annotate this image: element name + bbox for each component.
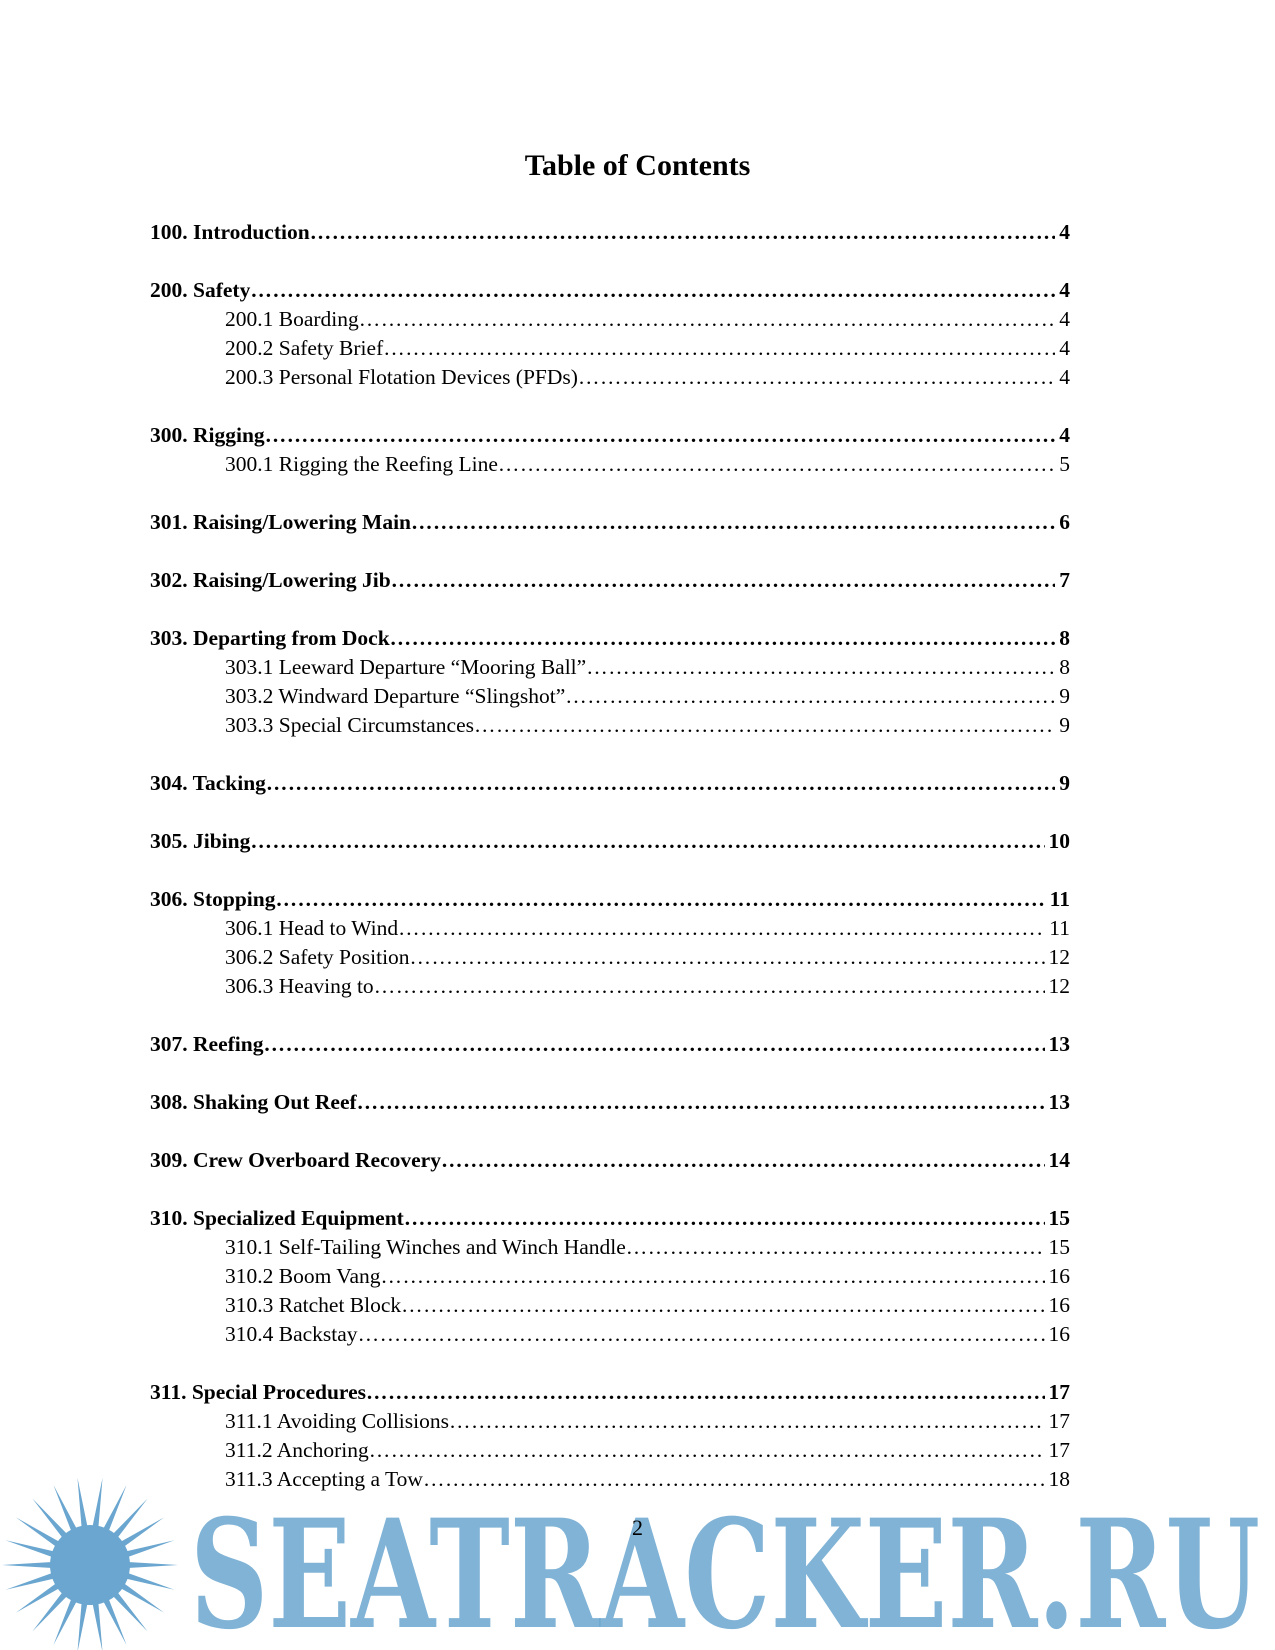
toc-subsection[interactable]	[150, 1291, 1070, 1320]
toc-entry-label: 306.3 Heaving to	[225, 974, 374, 998]
toc-entry-page: 11	[1049, 887, 1070, 911]
dot-leader	[374, 972, 1045, 1001]
toc-entry-page: 14	[1048, 1148, 1070, 1172]
toc-gap	[150, 537, 1070, 566]
toc-gap	[150, 1117, 1070, 1146]
toc-gap	[150, 1349, 1070, 1378]
toc-subsection[interactable]	[150, 972, 1070, 1001]
toc-entry-label: 306.1 Head to Wind	[225, 916, 399, 940]
toc-entry-page: 11	[1049, 916, 1070, 940]
toc-gap	[150, 595, 1070, 624]
toc-subsection[interactable]	[150, 1407, 1070, 1436]
toc-entry-label: 303.1 Leeward Departure “Mooring Ball”	[225, 655, 587, 679]
toc-section[interactable]	[150, 624, 1070, 653]
toc-entry-page: 9	[1059, 771, 1070, 795]
dot-leader	[310, 218, 1056, 247]
sun-ray	[92, 1602, 102, 1650]
toc-subsection[interactable]	[150, 363, 1070, 392]
table-of-contents	[150, 218, 1070, 1494]
dot-leader	[404, 1204, 1045, 1233]
toc-section[interactable]	[150, 1030, 1070, 1059]
toc-entry-page: 13	[1048, 1032, 1070, 1056]
toc-entry-page: 9	[1059, 684, 1070, 708]
dot-leader	[250, 827, 1044, 856]
toc-entry-label: 200.2 Safety Brief	[225, 336, 384, 360]
toc-entry-label: 303.3 Special Circumstances	[225, 713, 474, 737]
dot-leader	[411, 508, 1055, 537]
toc-entry-page: 4	[1059, 365, 1070, 389]
toc-subsection[interactable]	[150, 711, 1070, 740]
sun-ray	[126, 1540, 175, 1557]
toc-entry-label: 200.1 Boarding	[225, 307, 359, 331]
toc-gap	[150, 392, 1070, 421]
toc-entry-label: 300. Rigging	[150, 423, 265, 447]
toc-entry-label: 302. Raising/Lowering Jib	[150, 568, 391, 592]
toc-entry-page: 16	[1048, 1264, 1070, 1288]
toc-gap	[150, 247, 1070, 276]
dot-leader	[474, 711, 1055, 740]
toc-section[interactable]	[150, 421, 1070, 450]
dot-leader	[626, 1233, 1045, 1262]
dot-leader	[265, 421, 1056, 450]
toc-entry-label: 303.2 Windward Departure “Slingshot”	[225, 684, 566, 708]
toc-section[interactable]	[150, 276, 1070, 305]
toc-entry-page: 9	[1059, 713, 1070, 737]
toc-entry-page: 12	[1048, 945, 1070, 969]
sun-ray	[77, 1602, 87, 1650]
toc-entry-label: 310.4 Backstay	[225, 1322, 358, 1346]
dot-leader	[390, 624, 1056, 653]
toc-entry-label: 309. Crew Overboard Recovery	[150, 1148, 441, 1172]
toc-section[interactable]	[150, 1378, 1070, 1407]
toc-subsection[interactable]	[150, 450, 1070, 479]
toc-entry-page: 8	[1059, 655, 1070, 679]
toc-section[interactable]	[150, 1204, 1070, 1233]
toc-entry-label: 307. Reefing	[150, 1032, 264, 1056]
toc-gap	[150, 740, 1070, 769]
toc-subsection[interactable]	[150, 334, 1070, 363]
dot-leader	[398, 914, 1045, 943]
toc-subsection[interactable]	[150, 305, 1070, 334]
dot-leader	[263, 1030, 1044, 1059]
toc-subsection[interactable]	[150, 914, 1070, 943]
toc-section[interactable]	[150, 769, 1070, 798]
page-number: 2	[632, 1515, 643, 1540]
toc-entry-label: 100. Introduction	[150, 220, 310, 244]
dot-leader	[565, 682, 1055, 711]
toc-entry-page: 5	[1059, 452, 1070, 476]
toc-entry-label: 311.1 Avoiding Collisions	[225, 1409, 449, 1433]
sun-ray	[128, 1562, 178, 1568]
dot-leader	[578, 363, 1055, 392]
toc-entry-page: 17	[1048, 1380, 1070, 1404]
dot-leader	[410, 943, 1045, 972]
toc-subsection[interactable]	[150, 1320, 1070, 1349]
toc-entry-page: 4	[1059, 278, 1070, 302]
toc-entry-label: 304. Tacking	[150, 771, 266, 795]
sun-ray	[6, 1573, 55, 1590]
toc-entry-label: 310.3 Ratchet Block	[225, 1293, 402, 1317]
toc-entry-label: 200. Safety	[150, 278, 251, 302]
toc-entry-page: 6	[1059, 510, 1070, 534]
toc-entry-label: 300.1 Rigging the Reefing Line	[225, 452, 498, 476]
toc-entry-page: 17	[1048, 1409, 1070, 1433]
toc-entry-page: 17	[1048, 1438, 1070, 1462]
dot-leader	[366, 1378, 1045, 1407]
toc-section[interactable]	[150, 508, 1070, 537]
toc-section[interactable]	[150, 566, 1070, 595]
dot-leader	[358, 1320, 1045, 1349]
toc-entry-page: 10	[1048, 829, 1070, 853]
dot-leader	[359, 305, 1055, 334]
toc-entry-label: 311. Special Procedures	[150, 1380, 366, 1404]
dot-leader	[250, 276, 1055, 305]
toc-gap	[150, 1175, 1070, 1204]
toc-subsection[interactable]	[150, 943, 1070, 972]
toc-entry-label: 310. Specialized Equipment	[150, 1206, 404, 1230]
toc-entry-label: 301. Raising/Lowering Main	[150, 510, 412, 534]
toc-entry-page: 8	[1059, 626, 1070, 650]
toc-entry-page: 7	[1059, 568, 1070, 592]
toc-section[interactable]	[150, 885, 1070, 914]
toc-subsection[interactable]	[150, 1233, 1070, 1262]
toc-gap	[150, 1001, 1070, 1030]
toc-gap	[150, 479, 1070, 508]
toc-entry-page: 15	[1048, 1206, 1070, 1230]
toc-entry-page: 15	[1048, 1235, 1070, 1259]
watermark-logo	[0, 1455, 1275, 1650]
toc-section[interactable]	[150, 1146, 1070, 1175]
toc-entry-label: 305. Jibing	[150, 829, 251, 853]
sun-ray	[2, 1562, 52, 1568]
toc-entry-label: 200.3 Personal Flotation Devices (PFDs)	[225, 365, 578, 389]
page-title: Table of Contents	[524, 149, 751, 182]
toc-entry-page: 16	[1048, 1293, 1070, 1317]
watermark-text: SEATRACKER.RU	[190, 1487, 1260, 1650]
dot-leader	[266, 769, 1055, 798]
toc-entry-page: 12	[1048, 974, 1070, 998]
sun-ray	[6, 1540, 55, 1557]
toc-entry-label: 306. Stopping	[150, 887, 276, 911]
toc-entry-page: 4	[1059, 307, 1070, 331]
toc-entry-label: 311.3 Accepting a Tow	[225, 1467, 423, 1491]
dot-leader	[383, 334, 1055, 363]
toc-gap	[150, 798, 1070, 827]
toc-section[interactable]	[150, 218, 1070, 247]
toc-gap	[150, 856, 1070, 885]
toc-entry-page: 4	[1059, 423, 1070, 447]
toc-gap	[150, 1059, 1070, 1088]
sun-ray	[126, 1573, 175, 1590]
toc-entry-page: 18	[1048, 1467, 1070, 1491]
toc-entry-label: 306.2 Safety Position	[225, 945, 410, 969]
toc-entry-page: 16	[1048, 1322, 1070, 1346]
dot-leader	[381, 1262, 1045, 1291]
dot-leader	[275, 885, 1045, 914]
toc-entry-page: 13	[1048, 1090, 1070, 1114]
toc-section[interactable]	[150, 827, 1070, 856]
dot-leader	[391, 566, 1056, 595]
dot-leader	[401, 1291, 1044, 1320]
toc-entry-page: 4	[1059, 336, 1070, 360]
toc-section[interactable]	[150, 1088, 1070, 1117]
dot-leader	[441, 1146, 1045, 1175]
toc-entry-label: 303. Departing from Dock	[150, 626, 390, 650]
toc-entry-label: 310.2 Boom Vang	[225, 1264, 381, 1288]
toc-subsection[interactable]	[150, 682, 1070, 711]
toc-entry-label: 308. Shaking Out Reef	[150, 1090, 357, 1114]
toc-subsection[interactable]	[150, 1262, 1070, 1291]
toc-entry-page: 4	[1059, 220, 1070, 244]
toc-entry-label: 310.1 Self-Tailing Winches and Winch Handle	[225, 1235, 626, 1259]
dot-leader	[449, 1407, 1045, 1436]
toc-subsection[interactable]	[150, 653, 1070, 682]
dot-leader	[357, 1088, 1045, 1117]
sun-icon	[2, 1478, 178, 1650]
toc-entry-label: 311.2 Anchoring	[225, 1438, 369, 1462]
dot-leader	[586, 653, 1055, 682]
dot-leader	[498, 450, 1055, 479]
